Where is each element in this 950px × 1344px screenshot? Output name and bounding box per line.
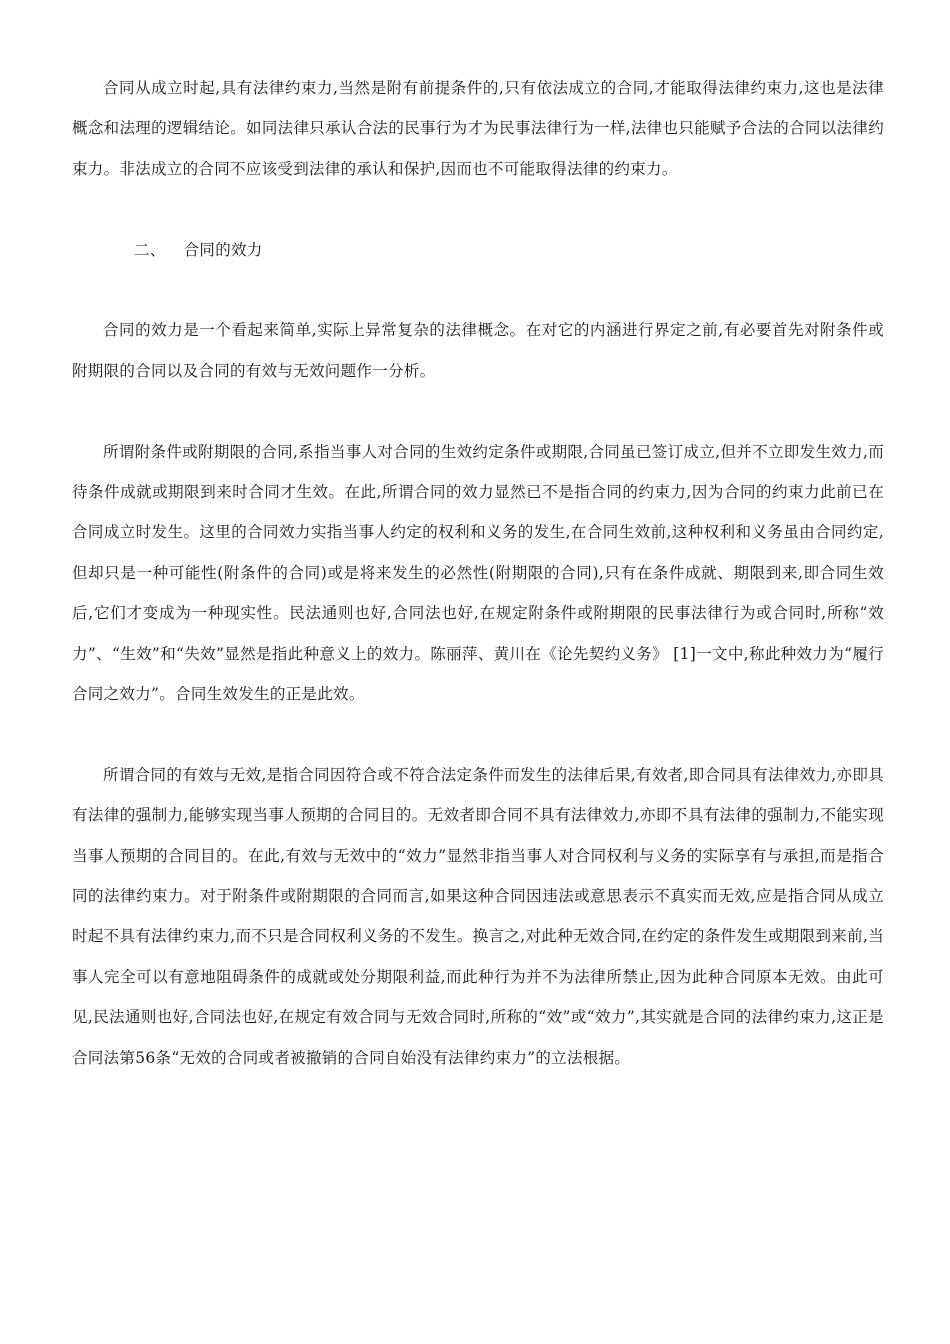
section-title: 合同的效力 xyxy=(183,240,263,259)
document-page xyxy=(72,68,884,1118)
paragraph-2: 合同的效力是一个看起来简单,实际上异常复杂的法律概念。在对它的内涵进行界定之前,有必要首先对附条件或附期限的合同以及合同的有效与无效问题作一分析。 xyxy=(72,321,884,380)
paragraph-4: 所谓合同的有效与无效,是指合同因符合或不符合法定条件而发生的法律后果,有效者,即合同具有法律效力,亦即具有法律的强制力,能够实现当事人预期的合同目的。无效者即合同不具有法律效力,亦即不具有法律的强制力,不能实现当事人预期的合同目的。在此,有效与无效中的“效力”显然非指当事人对合同权利与义务的实际享有与承担,而是指合同的法律约束力。对于附条件或附期限的合同而言,如果这种合同因违法或意思表示不真实而无效,应是指合同从成立时起不具有法律约束力,而不只是合同权利义务的不发生。换言之,对此种无效合同,在约定的条件发生或期限到来前,当事人完全可以有意地阻碍条件的成就或处分期限利益,而此种行为并不为法律所禁止,因为此种合同原本无效。由此可见,民法通则也好,合同法也好,在规定有效合同与无效合同时,所称的“效”或“效力”,其实就是合同的法律约束力,这正是合同法第56条“无效的合同或者被撤销的合同自始没有法律约束力”的立法根据。 xyxy=(72,765,884,1067)
paragraph-3: 所谓附条件或附期限的合同,系指当事人对合同的生效约定条件或期限,合同虽已签订成立,但并不立即发生效力,而待条件成就或期限到来时合同才生效。在此,所谓合同的效力显然已不是指合同的约束力,因为合同的约束力此前已在合同成立时发生。这里的合同效力实指当事人约定的权利和义务的发生,在合同生效前,这种权利和义务虽由合同约定,但却只是一种可能性(附条件的合同)或是将来发生的必然性(附期限的合同),只有在条件成就、期限到来,即合同生效后,它们才变成为一种现实性。民法通则也好,合同法也好,在规定附条件或附期限的民事法律行为或合同时,所称“效力”、“生效”和“失效”显然是指此种意义上的效力。陈丽萍、黄川在《论先契约义务》 [1]一文中,称此种效力为“履行合同之效力”。合同生效发生的正是此效。 xyxy=(72,442,884,704)
section-heading xyxy=(72,230,884,270)
paragraph-1: 合同从成立时起,具有法律约束力,当然是附有前提条件的,只有依法成立的合同,才能取得法律约束力,这也是法律概念和法理的逻辑结论。如同法律只承认合法的民事行为才为民事法律行为一样,法律也只能赋予合法的合同以法律约束力。非法成立的合同不应该受到法律的承认和保护,因而也不可能取得法律的约束力。 xyxy=(72,79,884,178)
section-number: 二、 xyxy=(134,240,166,259)
